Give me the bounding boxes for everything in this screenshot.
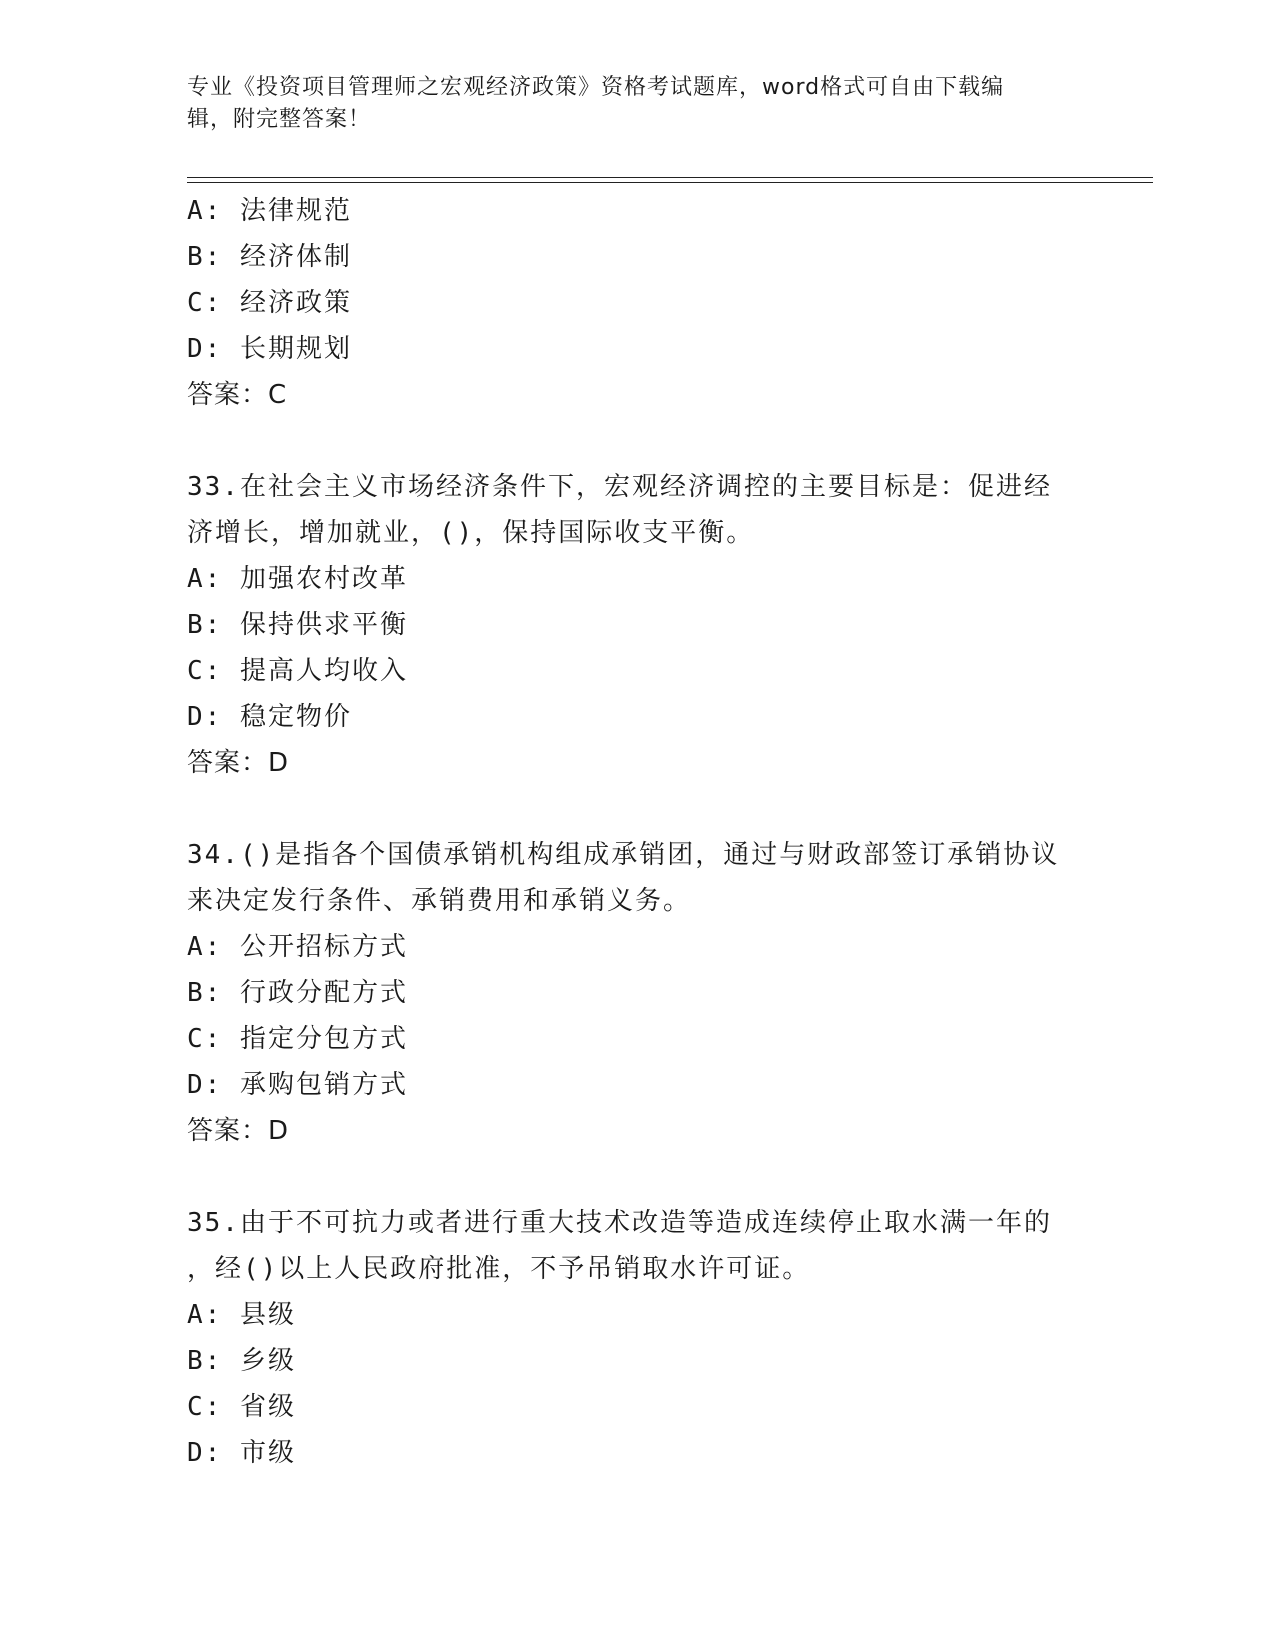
question-stem-line-1: 33.在社会主义市场经济条件下，宏观经济调控的主要目标是：促进经 [187, 472, 1052, 502]
option-c: C: 经济政策 [187, 288, 352, 318]
question-33 [187, 464, 1087, 786]
question-list [187, 188, 1087, 1476]
answer: 答案：C [187, 380, 288, 410]
question-stem-line-1: 35.由于不可抗力或者进行重大技术改造等造成连续停止取水满一年的 [187, 1208, 1052, 1238]
document-header [187, 72, 1067, 136]
option-a: A: 公开招标方式 [187, 932, 408, 962]
question-35 [187, 1200, 1087, 1476]
answer: 答案：D [187, 1116, 290, 1146]
option-d: D: 市级 [187, 1438, 296, 1468]
question-32-continuation [187, 188, 1087, 418]
option-a: A: 县级 [187, 1300, 296, 1330]
option-b: B: 经济体制 [187, 242, 352, 272]
question-stem-line-1: 34.()是指各个国债承销机构组成承销团，通过与财政部签订承销协议 [187, 840, 1060, 870]
header-line-1: 专业《投资项目管理师之宏观经济政策》资格考试题库，word格式可自由下载编 [187, 75, 1005, 100]
header-divider-bottom [187, 182, 1153, 183]
option-d: D: 长期规划 [187, 334, 352, 364]
question-34 [187, 832, 1087, 1154]
option-d: D: 稳定物价 [187, 702, 352, 732]
option-a: A: 法律规范 [187, 196, 352, 226]
header-line-2: 辑，附完整答案！ [187, 107, 372, 132]
option-c: C: 提高人均收入 [187, 656, 408, 686]
option-a: A: 加强农村改革 [187, 564, 408, 594]
option-b: B: 行政分配方式 [187, 978, 408, 1008]
header-divider-top [187, 177, 1153, 178]
question-stem-line-2: ，经()以上人民政府批准，不予吊销取水许可证。 [187, 1254, 811, 1284]
option-c: C: 指定分包方式 [187, 1024, 408, 1054]
question-stem-line-2: 济增长，增加就业，()，保持国际收支平衡。 [187, 518, 755, 548]
answer: 答案：D [187, 748, 290, 778]
option-b: B: 乡级 [187, 1346, 296, 1376]
option-d: D: 承购包销方式 [187, 1070, 408, 1100]
question-stem-line-2: 来决定发行条件、承销费用和承销义务。 [187, 886, 692, 916]
option-c: C: 省级 [187, 1392, 296, 1422]
option-b: B: 保持供求平衡 [187, 610, 408, 640]
